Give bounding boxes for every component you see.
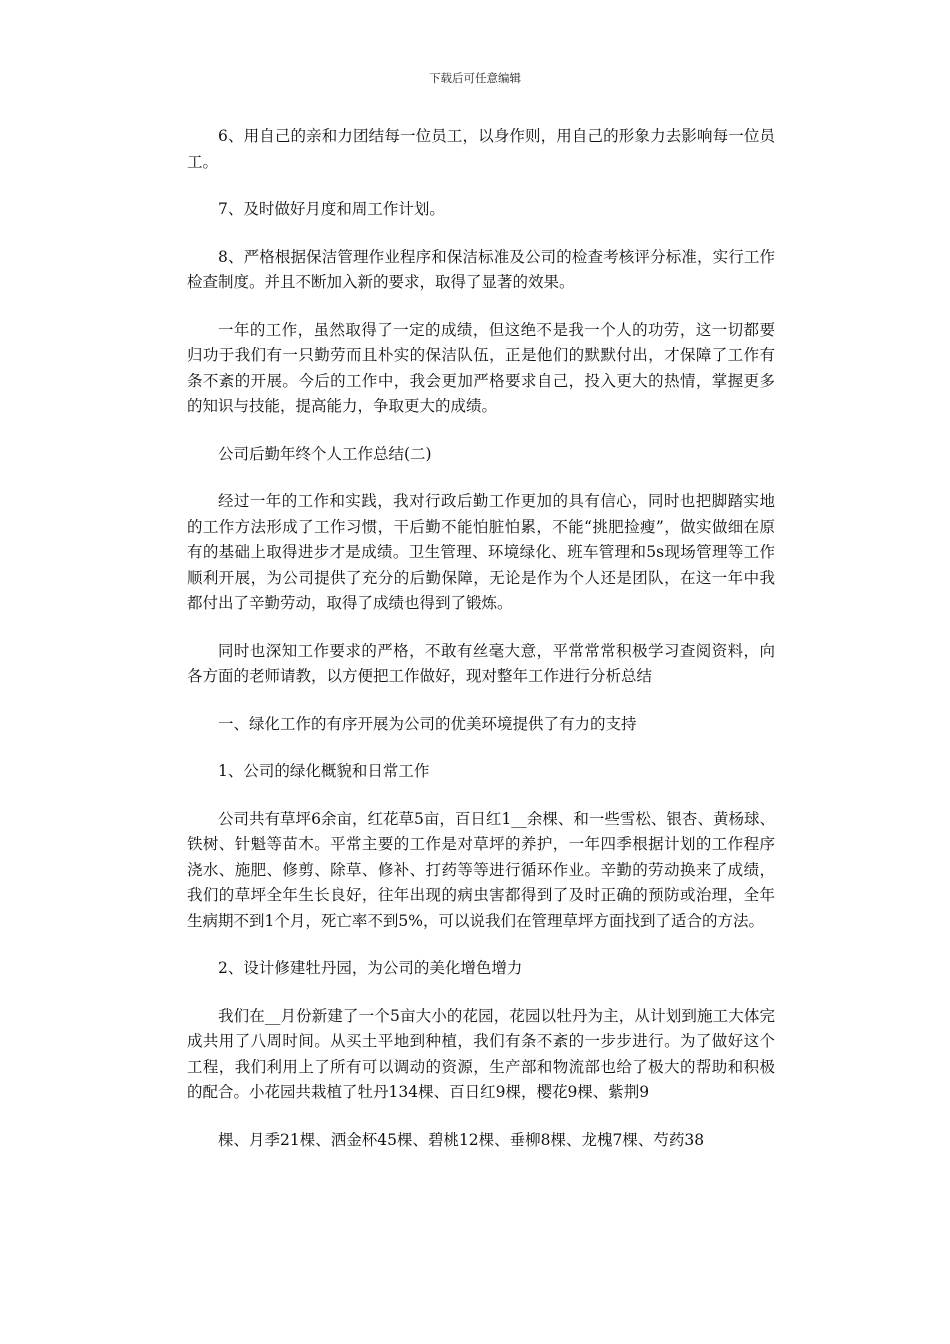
paragraph-summary: 一年的工作，虽然取得了一定的成绩，但这绝不是我一个人的功劳，这一切都要归功于我们有一只勤劳而且朴实的保洁队伍，正是他们的默默付出，才保障了工作有条不紊的开展。今后的工作中，我会更加严格要求自己，投入更大的热情，掌握更多的知识与技能，提高能力，争取更大的成绩。 (187, 320, 775, 415)
paragraph-garden: 我们在__月份新建了一个5亩大小的花园，花园以牡丹为主，从计划到施工大体完成共用了八周时间。从买土平地到种植，我们有条不紊的一步步进行。为了做好这个工程，我们利用上了所有可以调动的资源，生产部和物流部也给了极大的帮助和积极的配合。小花园共栽植了牡丹134棵、百日红9棵，樱花9棵、紫荆9 (187, 1006, 775, 1101)
heading-greening: 一、绿化工作的有序开展为公司的优美环境提供了有力的支持 (218, 714, 637, 733)
page-header: 下载后可任意编辑 (429, 71, 521, 85)
document-body (187, 124, 775, 1153)
paragraph-item-7: 7、及时做好月度和周工作计划。 (218, 200, 445, 218)
paragraph-item-6: 6、用自己的亲和力团结每一位员工，以身作则，用自己的形象力去影响每一位员工。 (187, 127, 775, 171)
subheading-peony-garden: 2、设计修建牡丹园，为公司的美化增色增力 (218, 959, 523, 977)
paragraph-lawn: 公司共有草坪6余亩，红花草5亩，百日红1__余棵、和一些雪松、银杏、黄杨球、铁树、针魁等苗木。平常主要的工作是对草坪的养护，一年四季根据计划的工作程序浇水、施肥、修剪、除草、修补、打药等等进行循环作业。辛勤的劳动换来了成绩，我们的草坪全年生长良好，往年出现的病虫害都得到了及时正确的预防或治理，全年生病期不到1个月，死亡率不到5%，可以说我们在管理草坪方面找到了适合的方法。 (187, 809, 775, 930)
paragraph-item-8: 8、严格根据保洁管理作业程序和保洁标准及公司的检查考核评分标准，实行工作检查制度。并且不断加入新的要求，取得了显著的效果。 (187, 247, 775, 291)
section-title: 公司后勤年终个人工作总结(二) (218, 444, 432, 463)
subheading-greening-overview: 1、公司的绿化概貌和日常工作 (218, 762, 430, 780)
paragraph-intro: 经过一年的工作和实践，我对行政后勤工作更加的具有信心，同时也把脚踏实地的工作方法形成了工作习惯，干后勤不能怕脏怕累，不能“挑肥捡瘦”，做实做细在原有的基础上取得进步才是成绩。卫生管理、环境绿化、班车管理和5s现场管理等工作顺利开展，为公司提供了充分的后勤保障，无论是作为个人还是团队，在这一年中我都付出了辛勤劳动，取得了成绩也得到了锻炼。 (187, 492, 775, 612)
paragraph-plants: 棵、月季21棵、洒金杯45棵、碧桃12棵、垂柳8棵、龙槐7棵、芍药38 (218, 1130, 705, 1149)
paragraph-attitude: 同时也深知工作要求的严格，不敢有丝毫大意，平常常常积极学习查阅资料，向各方面的老师请教，以方便把工作做好，现对整年工作进行分析总结 (187, 641, 775, 685)
